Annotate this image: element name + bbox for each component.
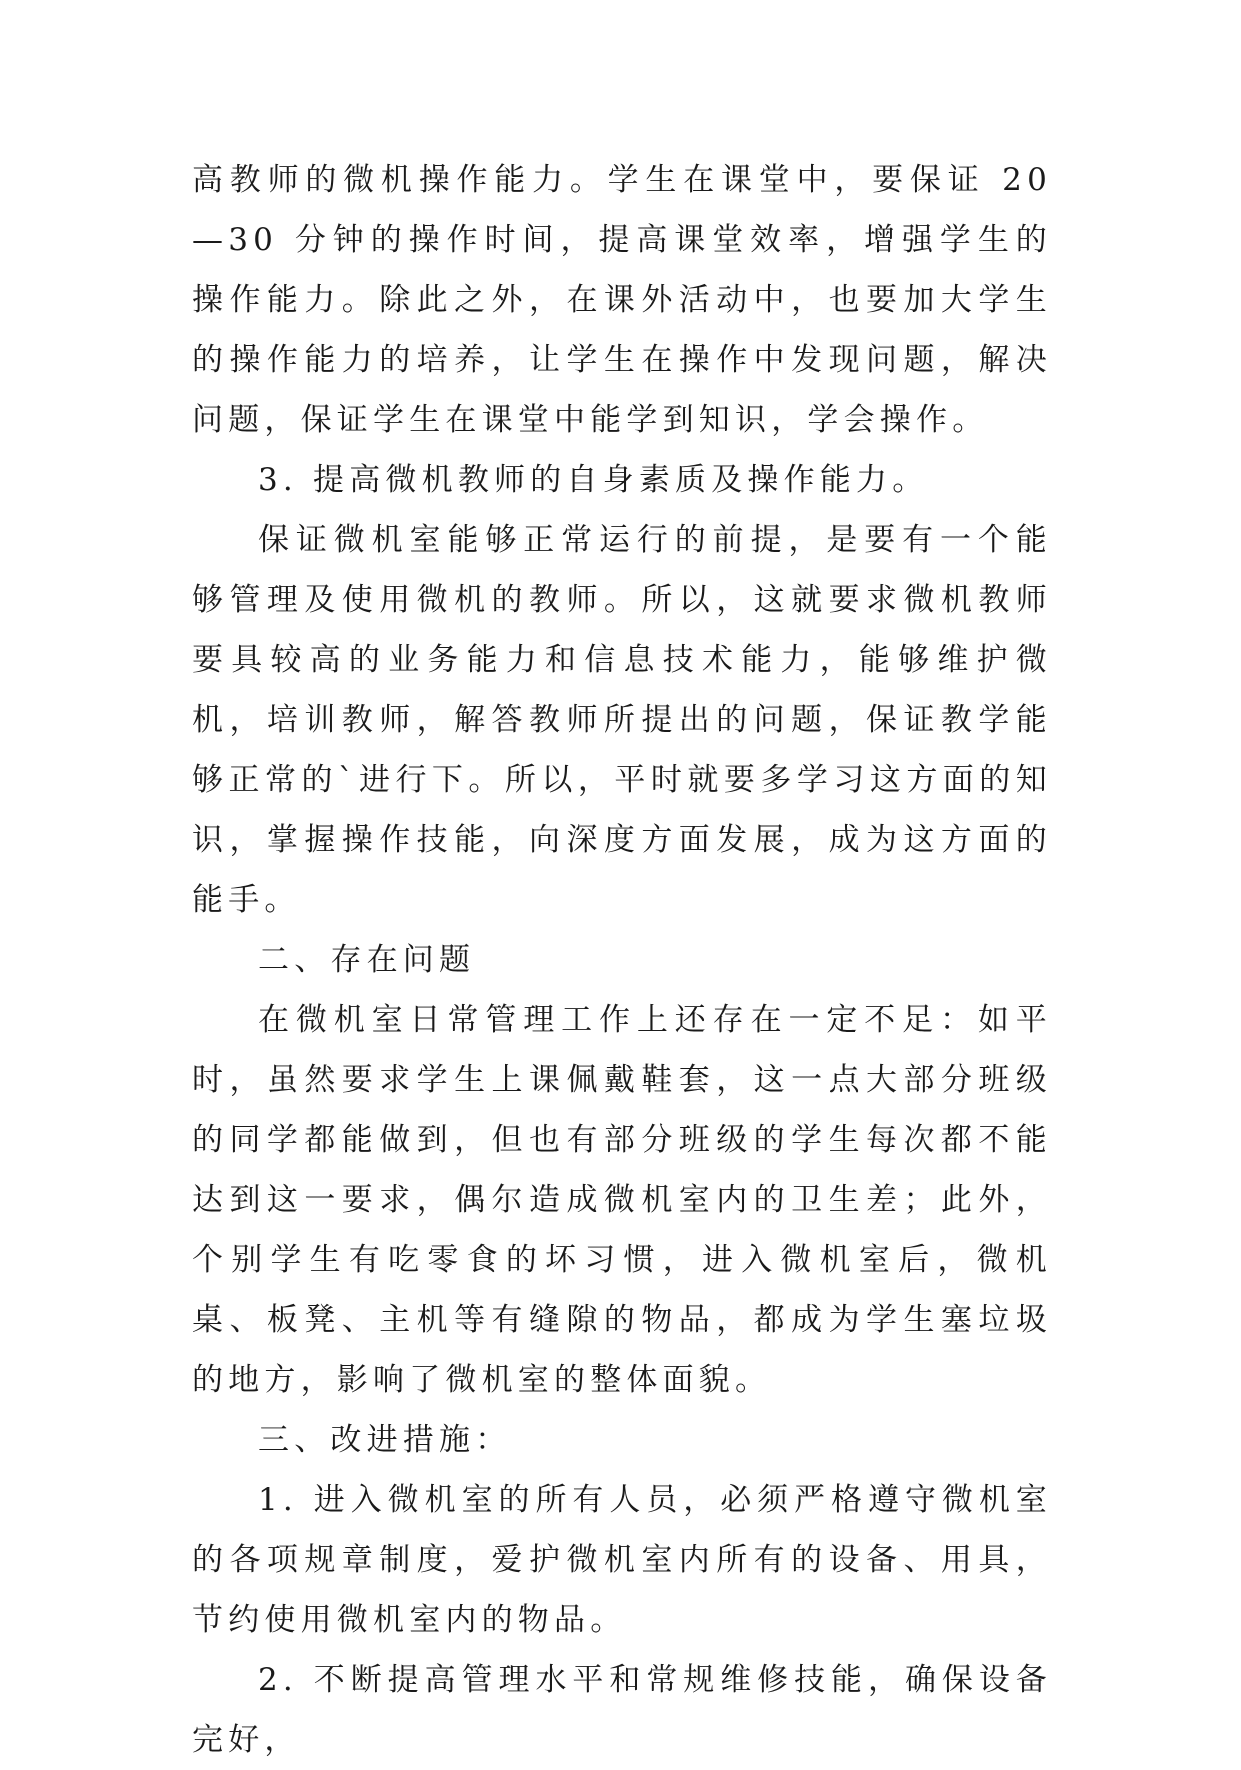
- document-body: [192, 150, 1052, 1770]
- paragraph-problems: 在微机室日常管理工作上还存在一定不足：如平时，虽然要求学生上课佩戴鞋套，这一点大部分班级的同学都能做到，但也有部分班级的学生每次都不能达到这一要求，偶尔造成微机室内的卫生差；此外，个别学生有吃零食的坏习惯，进入微机室后，微机桌、板凳、主机等有缝隙的物品，都成为学生塞垃圾的地方，影响了微机室的整体面貌。: [192, 1002, 1052, 1398]
- section-heading-improvements: 三、改进措施：: [258, 1422, 512, 1458]
- paragraph-improvement-1: 1. 进入微机室的所有人员，必须严格遵守微机室的各项规章制度，爱护微机室内所有的设备、用具，节约使用微机室内的物品。: [192, 1482, 1052, 1638]
- paragraph-heading-3: 3. 提高微机教师的自身素质及操作能力。: [258, 462, 929, 498]
- section-heading-problems: 二、存在问题: [258, 942, 476, 978]
- paragraph-improvement-2: 2. 不断提高管理水平和常规维修技能，确保设备完好，: [192, 1662, 1052, 1758]
- paragraph-continuation: 高教师的微机操作能力。学生在课堂中，要保证 20—30 分钟的操作时间，提高课堂效率，增强学生的操作能力。除此之外，在课外活动中，也要加大学生的操作能力的培养，让学生在操作中发现问题，解决问题，保证学生在课堂中能学到知识，学会操作。: [192, 162, 1052, 438]
- paragraph-teacher-requirements: 保证微机室能够正常运行的前提，是要有一个能够管理及使用微机的教师。所以，这就要求微机教师要具较高的业务能力和信息技术能力，能够维护微机，培训教师，解答教师所提出的问题，保证教学能够正常的`进行下。所以，平时就要多学习这方面的知识，掌握操作技能，向深度方面发展，成为这方面的能手。: [192, 522, 1052, 918]
